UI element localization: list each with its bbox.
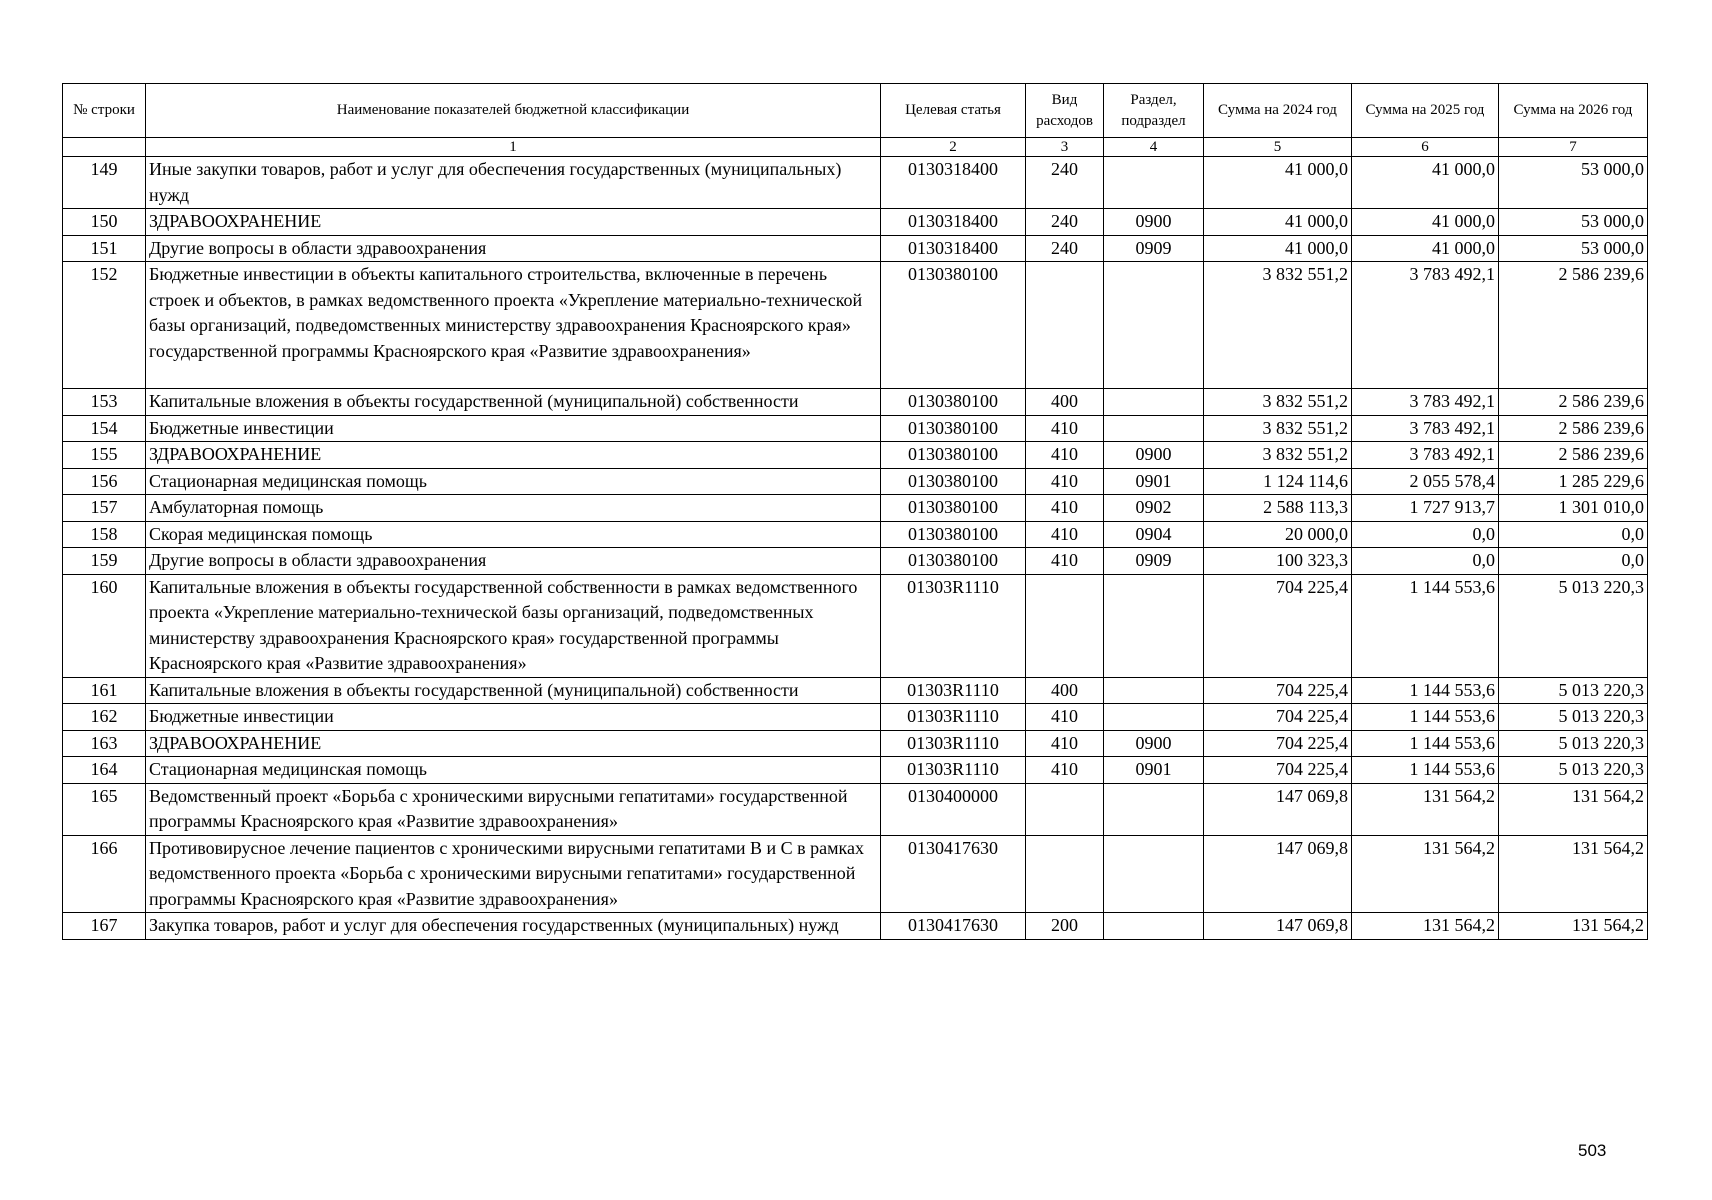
table-row (63, 235, 1648, 262)
expense-kind-cell: 410 (1026, 468, 1104, 495)
expense-kind-cell: 240 (1026, 235, 1104, 262)
sum-2026-cell: 0,0 (1499, 521, 1648, 548)
section-cell (1104, 783, 1204, 835)
table-row (63, 574, 1648, 677)
column-number: 4 (1104, 138, 1204, 157)
column-number: 2 (881, 138, 1026, 157)
name-cell: Противовирусное лечение пациентов с хроническими вирусными гепатитами B и C в рамках ведомственного проекта «Борьба с хроническими вирусными гепатитами» государственной программы Красноярского края «Развитие здравоохранения» (146, 835, 881, 913)
target-article-cell: 01303R1110 (881, 704, 1026, 731)
table-row (63, 157, 1648, 209)
sum-2026-cell: 131 564,2 (1499, 783, 1648, 835)
row-number-cell: 167 (63, 913, 146, 940)
table-row (63, 730, 1648, 757)
sum-2024-cell: 100 323,3 (1204, 548, 1352, 575)
target-article-cell: 0130380100 (881, 389, 1026, 416)
target-article-cell: 0130380100 (881, 442, 1026, 469)
table-row (63, 468, 1648, 495)
sum-2024-cell: 704 225,4 (1204, 730, 1352, 757)
sum-2025-cell: 1 144 553,6 (1352, 677, 1499, 704)
expense-kind-cell: 410 (1026, 704, 1104, 731)
target-article-cell: 0130380100 (881, 548, 1026, 575)
sum-2026-cell: 2 586 239,6 (1499, 442, 1648, 469)
sum-2026-cell: 2 586 239,6 (1499, 415, 1648, 442)
row-number-cell: 156 (63, 468, 146, 495)
expense-kind-cell: 410 (1026, 521, 1104, 548)
header-row-number: № строки (63, 84, 146, 138)
sum-2026-cell: 1 301 010,0 (1499, 495, 1648, 522)
target-article-cell: 01303R1110 (881, 677, 1026, 704)
target-article-cell: 0130380100 (881, 468, 1026, 495)
sum-2024-cell: 41 000,0 (1204, 157, 1352, 209)
name-cell: Капитальные вложения в объекты государственной собственности в рамках ведомственного проекта «Укрепление материально-технической базы организаций, подведомственных министерству здравоохранения Красноярского края» государственной программы Красноярского края «Развитие здравоохранения» (146, 574, 881, 677)
sum-2024-cell: 704 225,4 (1204, 677, 1352, 704)
header-name: Наименование показателей бюджетной классификации (146, 84, 881, 138)
name-cell: Амбулаторная помощь (146, 495, 881, 522)
header-section: Раздел, подраздел (1104, 84, 1204, 138)
target-article-cell: 0130318400 (881, 235, 1026, 262)
sum-2025-cell: 41 000,0 (1352, 235, 1499, 262)
name-cell: Бюджетные инвестиции (146, 415, 881, 442)
target-article-cell: 0130318400 (881, 209, 1026, 236)
sum-2025-cell: 41 000,0 (1352, 157, 1499, 209)
table-row (63, 783, 1648, 835)
target-article-cell: 01303R1110 (881, 730, 1026, 757)
sum-2025-cell: 3 783 492,1 (1352, 415, 1499, 442)
sum-2025-cell: 1 144 553,6 (1352, 574, 1499, 677)
sum-2025-cell: 0,0 (1352, 521, 1499, 548)
sum-2025-cell: 0,0 (1352, 548, 1499, 575)
sum-2024-cell: 704 225,4 (1204, 704, 1352, 731)
sum-2025-cell: 2 055 578,4 (1352, 468, 1499, 495)
sum-2026-cell: 53 000,0 (1499, 157, 1648, 209)
sum-2025-cell: 3 783 492,1 (1352, 389, 1499, 416)
header-sum-2025: Сумма на 2025 год (1352, 84, 1499, 138)
row-number-cell: 164 (63, 757, 146, 784)
sum-2025-cell: 131 564,2 (1352, 783, 1499, 835)
column-number (63, 138, 146, 157)
expense-kind-cell: 410 (1026, 548, 1104, 575)
section-cell: 0900 (1104, 442, 1204, 469)
row-number-cell: 166 (63, 835, 146, 913)
row-number-cell: 159 (63, 548, 146, 575)
page-number: 503 (1578, 1141, 1607, 1160)
table-row (63, 442, 1648, 469)
table-row (63, 835, 1648, 913)
sum-2025-cell: 1 727 913,7 (1352, 495, 1499, 522)
table-row (63, 548, 1648, 575)
row-number-cell: 154 (63, 415, 146, 442)
header-sum-2026: Сумма на 2026 год (1499, 84, 1648, 138)
row-number-cell: 157 (63, 495, 146, 522)
sum-2024-cell: 2 588 113,3 (1204, 495, 1352, 522)
column-number-row (63, 138, 1648, 157)
table-header (63, 84, 1648, 157)
name-cell: Стационарная медицинская помощь (146, 757, 881, 784)
name-cell: Капитальные вложения в объекты государственной (муниципальной) собственности (146, 389, 881, 416)
name-cell: Скорая медицинская помощь (146, 521, 881, 548)
name-cell: Закупка товаров, работ и услуг для обеспечения государственных (муниципальных) нужд (146, 913, 881, 940)
sum-2026-cell: 131 564,2 (1499, 913, 1648, 940)
sum-2025-cell: 1 144 553,6 (1352, 730, 1499, 757)
sum-2026-cell: 5 013 220,3 (1499, 677, 1648, 704)
target-article-cell: 01303R1110 (881, 574, 1026, 677)
row-number-cell: 149 (63, 157, 146, 209)
section-cell (1104, 157, 1204, 209)
expense-kind-cell: 410 (1026, 495, 1104, 522)
section-cell: 0904 (1104, 521, 1204, 548)
target-article-cell: 0130380100 (881, 415, 1026, 442)
sum-2024-cell: 41 000,0 (1204, 235, 1352, 262)
row-number-cell: 153 (63, 389, 146, 416)
column-number: 1 (146, 138, 881, 157)
section-cell (1104, 677, 1204, 704)
sum-2024-cell: 147 069,8 (1204, 783, 1352, 835)
target-article-cell: 0130380100 (881, 262, 1026, 389)
expense-kind-cell (1026, 574, 1104, 677)
table-row (63, 415, 1648, 442)
name-cell: ЗДРАВООХРАНЕНИЕ (146, 442, 881, 469)
row-number-cell: 160 (63, 574, 146, 677)
expense-kind-cell: 400 (1026, 389, 1104, 416)
expense-kind-cell: 240 (1026, 157, 1104, 209)
section-cell: 0901 (1104, 757, 1204, 784)
sum-2025-cell: 131 564,2 (1352, 835, 1499, 913)
section-cell (1104, 913, 1204, 940)
sum-2024-cell: 704 225,4 (1204, 757, 1352, 784)
sum-2025-cell: 41 000,0 (1352, 209, 1499, 236)
row-number-cell: 151 (63, 235, 146, 262)
target-article-cell: 0130380100 (881, 521, 1026, 548)
table-row (63, 757, 1648, 784)
section-cell: 0909 (1104, 548, 1204, 575)
section-cell (1104, 835, 1204, 913)
row-number-cell: 162 (63, 704, 146, 731)
section-cell (1104, 389, 1204, 416)
sum-2025-cell: 3 783 492,1 (1352, 442, 1499, 469)
sum-2025-cell: 131 564,2 (1352, 913, 1499, 940)
table-row (63, 913, 1648, 940)
name-cell: ЗДРАВООХРАНЕНИЕ (146, 209, 881, 236)
sum-2024-cell: 20 000,0 (1204, 521, 1352, 548)
sum-2026-cell: 2 586 239,6 (1499, 262, 1648, 389)
expense-kind-cell (1026, 262, 1104, 389)
section-cell (1104, 704, 1204, 731)
section-cell: 0909 (1104, 235, 1204, 262)
table-row (63, 262, 1648, 389)
header-expense-kind: Вид расходов (1026, 84, 1104, 138)
table-row (63, 704, 1648, 731)
name-cell: Бюджетные инвестиции в объекты капитального строительства, включенные в перечень строек и объектов, в рамках ведомственного проекта «Укрепление материально-технической базы организаций, подведомственных министерству здравоохранения Красноярского края» государственной программы Красноярского края «Развитие здравоохранения» (146, 262, 881, 389)
column-number: 3 (1026, 138, 1104, 157)
row-number-cell: 155 (63, 442, 146, 469)
row-number-cell: 163 (63, 730, 146, 757)
sum-2026-cell: 5 013 220,3 (1499, 574, 1648, 677)
name-cell: Иные закупки товаров, работ и услуг для обеспечения государственных (муниципальных) нужд (146, 157, 881, 209)
target-article-cell: 0130380100 (881, 495, 1026, 522)
column-number: 5 (1204, 138, 1352, 157)
sum-2024-cell: 704 225,4 (1204, 574, 1352, 677)
sum-2026-cell: 5 013 220,3 (1499, 757, 1648, 784)
section-cell (1104, 262, 1204, 389)
row-number-cell: 150 (63, 209, 146, 236)
target-article-cell: 0130417630 (881, 913, 1026, 940)
header-target-article: Целевая статья (881, 84, 1026, 138)
sum-2025-cell: 1 144 553,6 (1352, 757, 1499, 784)
budget-table (62, 83, 1648, 940)
expense-kind-cell: 410 (1026, 415, 1104, 442)
table-row (63, 495, 1648, 522)
section-cell (1104, 574, 1204, 677)
header-sum-2024: Сумма на 2024 год (1204, 84, 1352, 138)
sum-2026-cell: 1 285 229,6 (1499, 468, 1648, 495)
section-cell: 0900 (1104, 730, 1204, 757)
section-cell: 0901 (1104, 468, 1204, 495)
sum-2026-cell: 53 000,0 (1499, 235, 1648, 262)
section-cell: 0902 (1104, 495, 1204, 522)
row-number-cell: 165 (63, 783, 146, 835)
sum-2024-cell: 3 832 551,2 (1204, 389, 1352, 416)
target-article-cell: 01303R1110 (881, 757, 1026, 784)
sum-2024-cell: 147 069,8 (1204, 913, 1352, 940)
expense-kind-cell (1026, 835, 1104, 913)
row-number-cell: 161 (63, 677, 146, 704)
column-number: 6 (1352, 138, 1499, 157)
expense-kind-cell (1026, 783, 1104, 835)
section-cell (1104, 415, 1204, 442)
name-cell: Другие вопросы в области здравоохранения (146, 235, 881, 262)
sum-2024-cell: 41 000,0 (1204, 209, 1352, 236)
row-number-cell: 158 (63, 521, 146, 548)
target-article-cell: 0130400000 (881, 783, 1026, 835)
sum-2024-cell: 1 124 114,6 (1204, 468, 1352, 495)
sum-2026-cell: 0,0 (1499, 548, 1648, 575)
expense-kind-cell: 200 (1026, 913, 1104, 940)
sum-2024-cell: 147 069,8 (1204, 835, 1352, 913)
name-cell: Капитальные вложения в объекты государственной (муниципальной) собственности (146, 677, 881, 704)
table-row (63, 389, 1648, 416)
sum-2026-cell: 2 586 239,6 (1499, 389, 1648, 416)
sum-2026-cell: 5 013 220,3 (1499, 730, 1648, 757)
name-cell: Ведомственный проект «Борьба с хроническими вирусными гепатитами» государственной программы Красноярского края «Развитие здравоохранения» (146, 783, 881, 835)
name-cell: Стационарная медицинская помощь (146, 468, 881, 495)
sum-2025-cell: 3 783 492,1 (1352, 262, 1499, 389)
section-cell: 0900 (1104, 209, 1204, 236)
expense-kind-cell: 400 (1026, 677, 1104, 704)
table-row (63, 677, 1648, 704)
sum-2026-cell: 53 000,0 (1499, 209, 1648, 236)
sum-2026-cell: 5 013 220,3 (1499, 704, 1648, 731)
table-row (63, 209, 1648, 236)
table-row (63, 521, 1648, 548)
table-body (63, 157, 1648, 940)
sum-2024-cell: 3 832 551,2 (1204, 262, 1352, 389)
target-article-cell: 0130318400 (881, 157, 1026, 209)
sum-2026-cell: 131 564,2 (1499, 835, 1648, 913)
column-number: 7 (1499, 138, 1648, 157)
sum-2025-cell: 1 144 553,6 (1352, 704, 1499, 731)
sum-2024-cell: 3 832 551,2 (1204, 415, 1352, 442)
target-article-cell: 0130417630 (881, 835, 1026, 913)
expense-kind-cell: 410 (1026, 730, 1104, 757)
name-cell: ЗДРАВООХРАНЕНИЕ (146, 730, 881, 757)
expense-kind-cell: 410 (1026, 757, 1104, 784)
name-cell: Бюджетные инвестиции (146, 704, 881, 731)
expense-kind-cell: 240 (1026, 209, 1104, 236)
sum-2024-cell: 3 832 551,2 (1204, 442, 1352, 469)
name-cell: Другие вопросы в области здравоохранения (146, 548, 881, 575)
expense-kind-cell: 410 (1026, 442, 1104, 469)
row-number-cell: 152 (63, 262, 146, 389)
